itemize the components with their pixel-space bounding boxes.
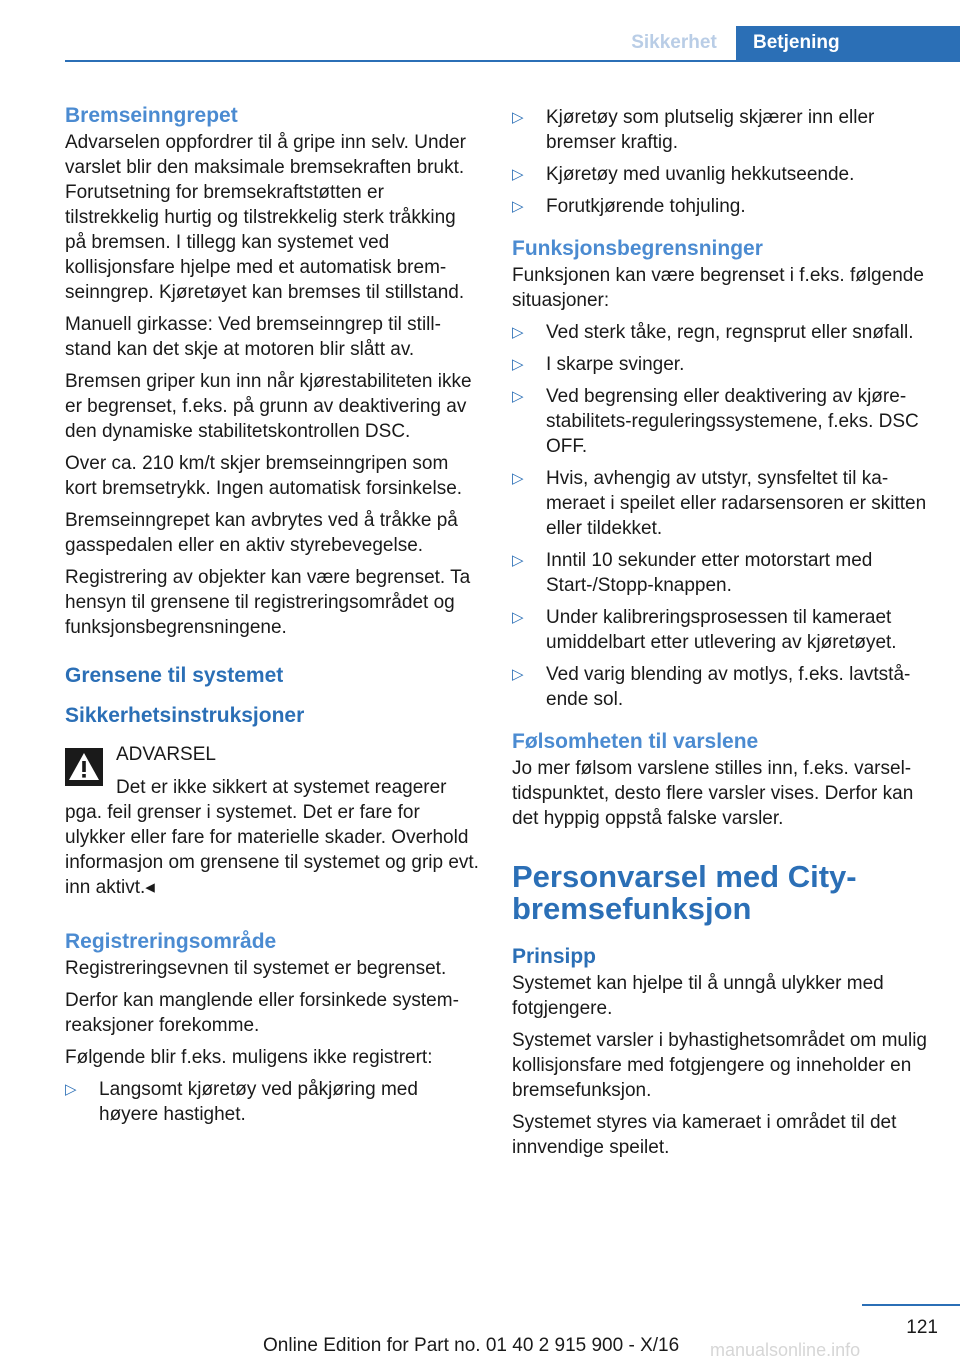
- list-item: [65, 1077, 480, 1127]
- bullet-marker: ▷: [512, 356, 524, 373]
- bullet-marker: ▷: [512, 166, 524, 183]
- list-item: [512, 662, 927, 712]
- tab-sikkerhet[interactable]: Sikkerhet: [612, 26, 736, 60]
- heading-personvarsel: Personvarsel med Citybremsefunksjon: [512, 859, 857, 926]
- left-column: [65, 102, 480, 1134]
- bullet-marker: ▷: [512, 324, 524, 341]
- list-item: [512, 320, 927, 345]
- heading-folsomheten: Følsomheten til varslene: [512, 730, 759, 753]
- warning-title: ADVARSEL: [116, 744, 216, 765]
- list-item-text: Langsomt kjøretøy ved påkjøring med høyere hastighet.: [99, 1079, 418, 1125]
- list-item-text: Kjøretøy som plutselig skjærer inn eller bremser kraftig.: [546, 107, 875, 153]
- heading-registreringsomrade: Registreringsområde: [65, 930, 277, 953]
- bullet-marker: ▷: [512, 388, 524, 405]
- paragraph: Jo mer følsom varslene stilles inn, f.eks. varseltidspunktet, desto flere varsler vises. Derfor kan det hyppig oppstå falske varsler.: [512, 758, 914, 829]
- warning-text: pga. feil grenser i systemet. Det er fare for ulykker eller fare for materielle skader. Overhold informasjon om grensene til systemet og grip evt. inn aktivt.◂: [65, 802, 479, 898]
- list-item: [512, 352, 927, 377]
- bullet-list: [512, 105, 927, 219]
- paragraph: Manuell girkasse: Ved bremseinngrep til stillstand kan det skje at motoren blir slått av.: [65, 314, 441, 360]
- list-item-text: Hvis, avhengig av utstyr, synsfeltet til kameraet i speilet eller radarsensoren er skitten eller tildekket.: [546, 468, 927, 539]
- bullet-marker: ▷: [65, 1081, 77, 1098]
- watermark: manualsonline.info: [710, 1340, 861, 1360]
- list-item-text: Forutkjørende tohjuling.: [546, 196, 746, 217]
- heading-sikkerhetsinstruksjoner: Sikkerhetsinstruksjoner: [65, 704, 305, 727]
- paragraph: Systemet varsler i byhastighetsområdet om mulig kollisjonsfare med fotgjengere og inneholder en bremsefunksjon.: [512, 1030, 927, 1101]
- bullet-marker: ▷: [512, 198, 524, 215]
- paragraph: Over ca. 210 km/t skjer bremseinngripen som kort bremsetrykk. Ingen automatisk forsinkelse.: [65, 453, 463, 499]
- paragraph: Bremsen griper kun inn når kjørestabiliteten ikke er begrenset, f.eks. på grunn av deaktivering av den dynamiske stabilitetskontrollen DSC.: [65, 371, 472, 442]
- footer-rule: [862, 1304, 960, 1306]
- list-item: [512, 105, 927, 155]
- paragraph: Registrering av objekter kan være begrenset. Ta hensyn til grensene til registreringsområdet og funksjonsbegrensningene.: [65, 567, 471, 638]
- edition-text: Online Edition for Part no. 01 40 2 915 900 - X/16: [263, 1335, 680, 1356]
- heading-prinsipp: Prinsipp: [512, 945, 597, 968]
- list-item-text: Kjøretøy med uvanlig hekkutseende.: [546, 164, 855, 185]
- warning-text: Det er ikke sikkert at systemet reagerer: [116, 777, 447, 798]
- list-item-text: I skarpe svinger.: [546, 354, 685, 375]
- bullet-list: [65, 1077, 480, 1127]
- page-number: 121: [906, 1317, 938, 1338]
- list-item: [512, 194, 927, 219]
- paragraph: Systemet kan hjelpe til å unngå ulykker med fotgjengere.: [512, 973, 884, 1019]
- right-column: [512, 102, 927, 1167]
- bullet-marker: ▷: [512, 552, 524, 569]
- heading-bremseinngrepet: Bremseinngrepet: [65, 104, 238, 127]
- tab-betjening[interactable]: Betjening: [736, 26, 960, 60]
- paragraph: Systemet styres via kameraet i området til det innvendige speilet.: [512, 1112, 897, 1158]
- list-item-text: Under kalibreringsprosessen til kameraet umiddelbart etter utlevering av kjøretøyet.: [546, 607, 897, 653]
- list-item: [512, 466, 927, 541]
- list-item: [512, 384, 927, 459]
- list-item: [512, 162, 927, 187]
- list-item: [512, 548, 927, 598]
- paragraph: Registreringsevnen til systemet er begrenset.: [65, 958, 447, 979]
- heading-funksjonsbegrensninger: Funksjonsbegrensninger: [512, 237, 763, 260]
- heading-grensene: Grensene til systemet: [65, 664, 284, 687]
- bullet-marker: ▷: [512, 109, 524, 126]
- paragraph: Advarselen oppfordrer til å gripe inn selv. Under varslet blir den maksimale bremsekraften brukt. Forutsetning for bremsekraftstøtten er tilstrekkelig hurtig og tilstrekkelig sterk tråkking på bremsen. I tillegg kan systemet ved kollisjonsfare hjelpe med et automatisk bremseinngrep. Kjøretøyet kan bremses til stillstand.: [65, 132, 466, 303]
- list-item-text: Ved sterk tåke, regn, regnsprut eller snøfall.: [546, 322, 914, 343]
- paragraph: Funksjonen kan være begrenset i f.eks. følgende situasjoner:: [512, 265, 924, 311]
- list-item-text: Inntil 10 sekunder etter motorstart med Start-/Stopp-knappen.: [546, 550, 873, 596]
- paragraph: Bremseinngrepet kan avbrytes ved å tråkke på gasspedalen eller en aktiv styrebevegelse.: [65, 510, 458, 556]
- bullet-list: [512, 320, 927, 712]
- bullet-marker: ▷: [512, 470, 524, 487]
- list-item: [512, 605, 927, 655]
- bullet-marker: ▷: [512, 609, 524, 626]
- paragraph: Følgende blir f.eks. muligens ikke registrert:: [65, 1047, 433, 1068]
- list-item-text: Ved begrensing eller deaktivering av kjørestabilitets-reguleringssystemene, f.eks. DSC OFF.: [546, 386, 919, 457]
- paragraph: Derfor kan manglende eller forsinkede systemreaksjoner forekomme.: [65, 990, 459, 1036]
- header-rule: [65, 60, 960, 62]
- bullet-marker: ▷: [512, 666, 524, 683]
- warning-triangle-icon: [65, 748, 103, 786]
- warning-block: [65, 742, 480, 900]
- list-item-text: Ved varig blending av motlys, f.eks. lavtstående sol.: [546, 664, 911, 710]
